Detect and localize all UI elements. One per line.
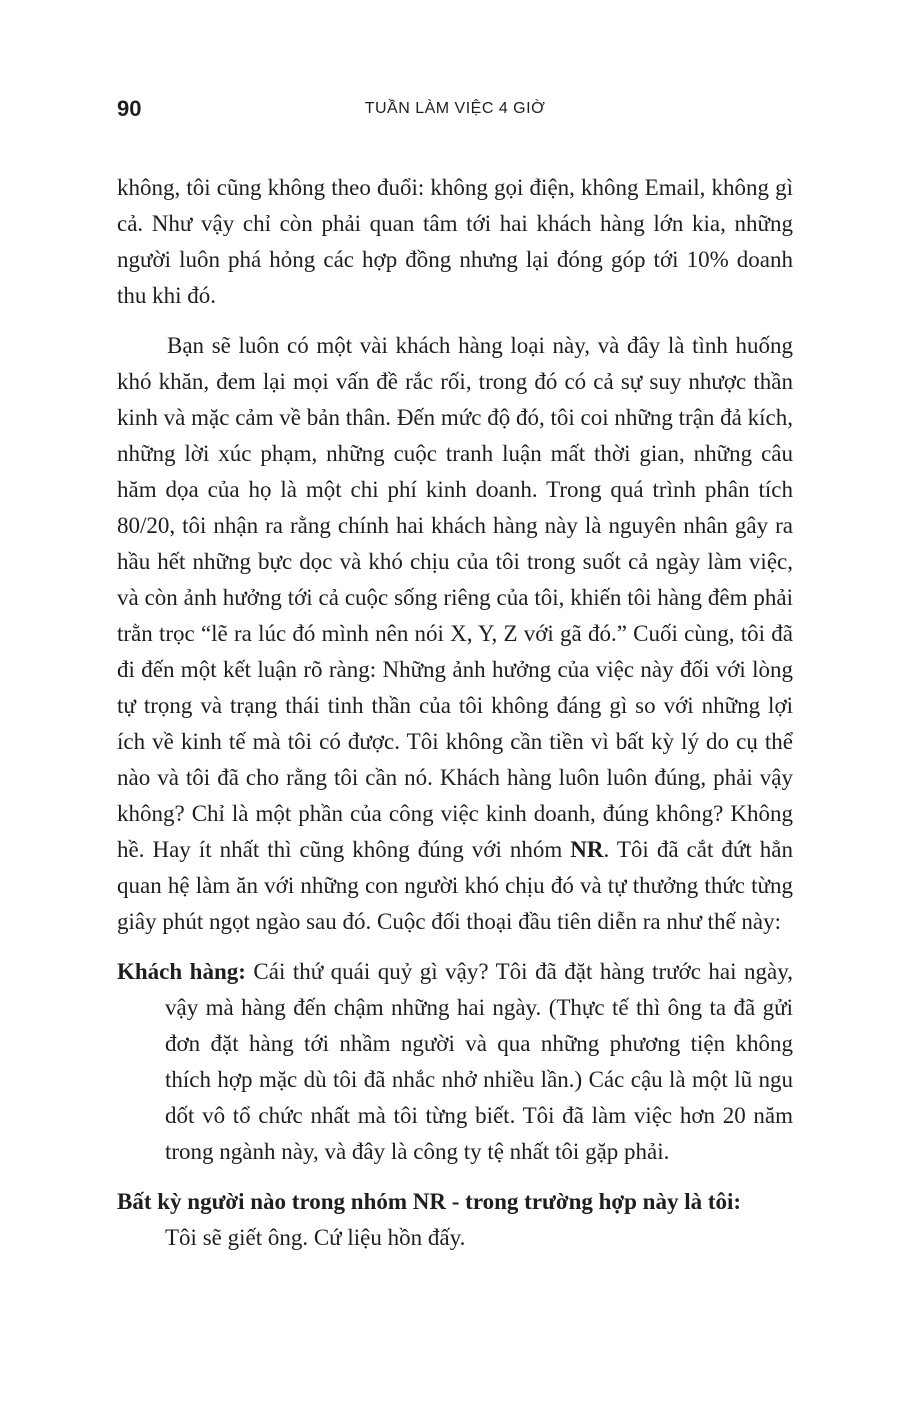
paragraph-2-text-before: Bạn sẽ luôn có một vài khách hàng loại này, và đây là tình huống khó khăn, đem lại mọi vấn đề rắc rối, trong đó có cả sự suy nhược thần kinh và mặc cảm về bản thân. Đến mức độ đó, tôi coi những trận đả kích, những lời xúc phạm, những cuộc tranh luận mất thời gian, những câu hăm dọa của họ là một chi phí kinh doanh. Trong quá trình phân tích 80/20, tôi nhận ra rằng chính hai khách hàng này là nguyên nhân gây ra hầu hết những bực dọc và khó chịu của tôi trong suốt cả ngày làm việc, và còn ảnh hưởng tới cả cuộc sống riêng của tôi, khiến tôi hàng đêm phải trằn trọc “lẽ ra lúc đó mình nên nói X, Y, Z với gã đó.” Cuối cùng, tôi đã đi đến một kết luận rõ ràng: Những ảnh hưởng của việc này đối với lòng tự trọng và trạng thái tinh thần của tôi không đáng gì so với những lợi ích về kinh tế mà tôi có được. Tôi không cần tiền vì bất kỳ lý do cụ thể nào và tôi đã cho rằng tôi cần nó. Khách hàng luôn luôn đúng, phải vậy không? Chỉ là một phần của công việc kinh doanh, đúng không? Không hề. Hay ít nhất thì cũng không đúng với nhóm: [117, 333, 793, 862]
paragraph-2-text-after: . Tôi đã cắt đứt hẳn quan hệ làm ăn với những con người khó chịu đó và tự thưởng thức từng giây phút ngọt ngào sau đó. Cuộc đối thoại đầu tiên diễn ra như thế này:: [117, 837, 793, 934]
dialogue-customer: [117, 954, 793, 1170]
paragraph-2: [117, 328, 793, 940]
body-text: [117, 170, 793, 1256]
page-header: [0, 94, 910, 124]
running-title: TUẦN LÀM VIỆC 4 GIỜ: [364, 100, 546, 117]
page-number: 90: [117, 96, 142, 121]
dialogue-nr-text: Tôi sẽ giết ông. Cứ liệu hồn đấy.: [165, 1225, 466, 1250]
dialogue-customer-speaker: Khách hàng:: [117, 959, 246, 984]
paragraph-1: không, tôi cũng không theo đuổi: không gọi điện, không Email, không gì cả. Như vậy chỉ còn phải quan tâm tới hai khách hàng lớn kia, những người luôn phá hỏng các hợp đồng nhưng lại đóng góp tới 10% doanh thu khi đó.: [117, 175, 793, 308]
nr-bold-term: NR: [570, 837, 604, 862]
dialogue-nr-speaker: Bất kỳ người nào trong nhóm NR - trong trường hợp này là tôi:: [117, 1189, 742, 1214]
dialogue-customer-text: Cái thứ quái quỷ gì vậy? Tôi đã đặt hàng trước hai ngày, vậy mà hàng đến chậm những hai ngày. (Thực tế thì ông ta đã gửi đơn đặt hàng tới nhầm người và qua những phương tiện không thích hợp mặc dù tôi đã nhắc nhở nhiều lần.) Các cậu là một lũ ngu dốt vô tổ chức nhất mà tôi từng biết. Tôi đã làm việc hơn 20 năm trong ngành này, và đây là công ty tệ nhất tôi gặp phải.: [165, 959, 793, 1164]
